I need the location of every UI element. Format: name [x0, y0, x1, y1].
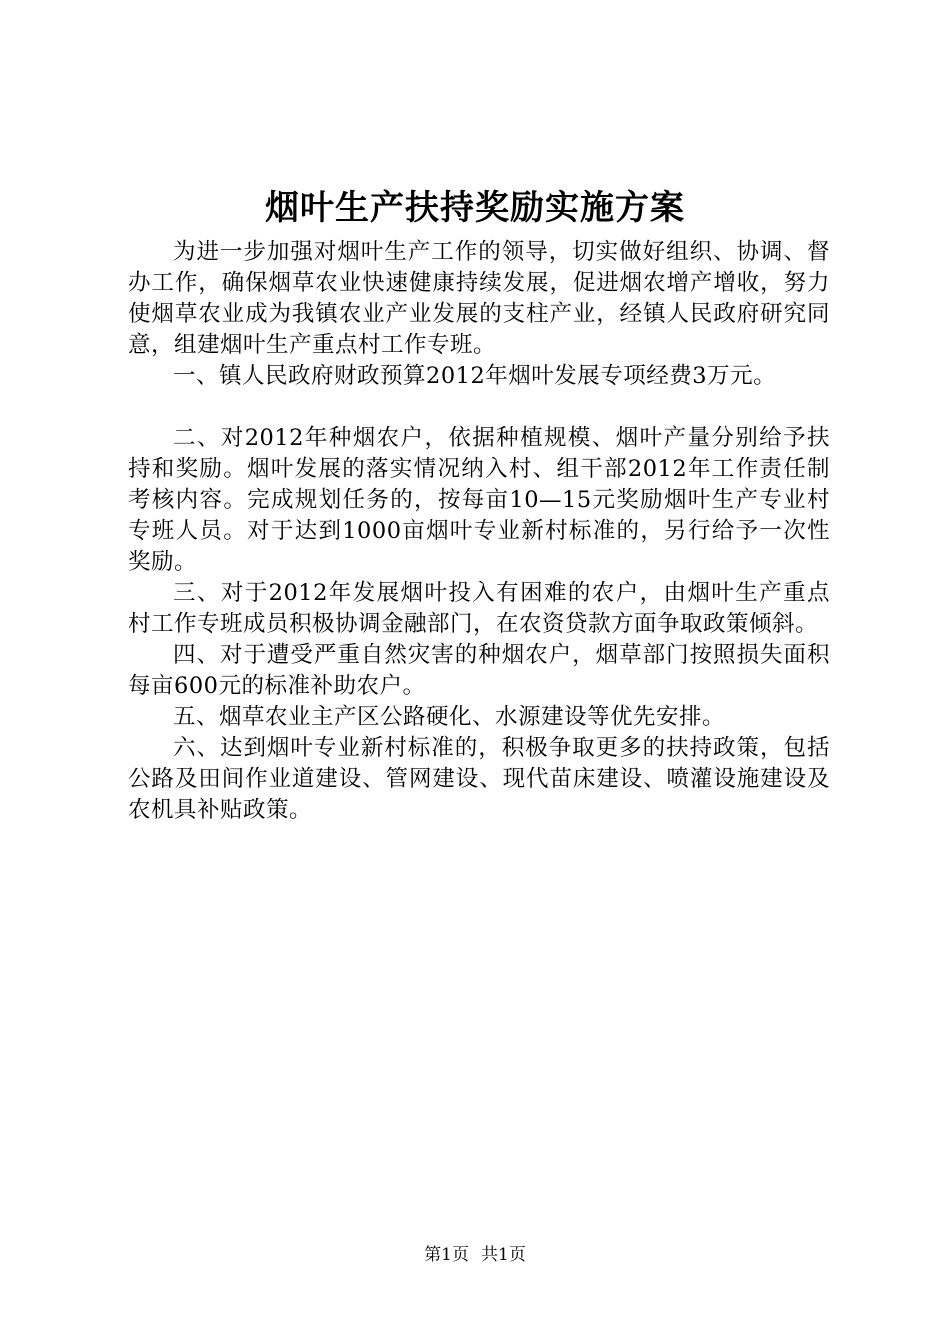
item-2-paragraph: 二、对2012年种烟农户，依据种植规模、烟叶产量分别给予扶持和奖励。烟叶发展的落实情况纳入村、组干部2012年工作责任制考核内容。完成规划任务的，按每亩10—15元奖励烟叶生产专业村专班人员。对于达到1000亩烟叶专业新村标准的，另行给予一次性奖励。	[128, 425, 830, 575]
page-number-current: 第1页	[424, 1245, 469, 1265]
page-footer	[0, 1243, 950, 1267]
intro-paragraph: 为进一步加强对烟叶生产工作的领导，切实做好组织、协调、督办工作，确保烟草农业快速健康持续发展，促进烟农增产增收，努力使烟草农业成为我镇农业产业发展的支柱产业，经镇人民政府研究同意，组建烟叶生产重点村工作专班。	[128, 239, 830, 358]
document-title: 烟叶生产扶持奖励实施方案	[265, 188, 685, 228]
item-6-paragraph: 六、达到烟叶专业新村标准的，积极争取更多的扶持政策，包括公路及田间作业道建设、管网建设、现代苗床建设、喷灌设施建设及农机具补贴政策。	[128, 735, 830, 823]
item-5-paragraph: 五、烟草农业主产区公路硬化、水源建设等优先安排。	[173, 704, 726, 730]
item-1-paragraph: 一、镇人民政府财政预算2012年烟叶发展专项经费3万元。	[173, 363, 777, 389]
document-body	[128, 237, 830, 826]
item-4-paragraph: 四、对于遭受严重自然灾害的种烟农户，烟草部门按照损失面积每亩600元的标准补助农户。	[128, 642, 830, 699]
item-3-paragraph: 三、对于2012年发展烟叶投入有困难的农户，由烟叶生产重点村工作专班成员积极协调金融部门，在农资贷款方面争取政策倾斜。	[128, 580, 830, 637]
page-number-total: 共1页	[481, 1245, 526, 1265]
